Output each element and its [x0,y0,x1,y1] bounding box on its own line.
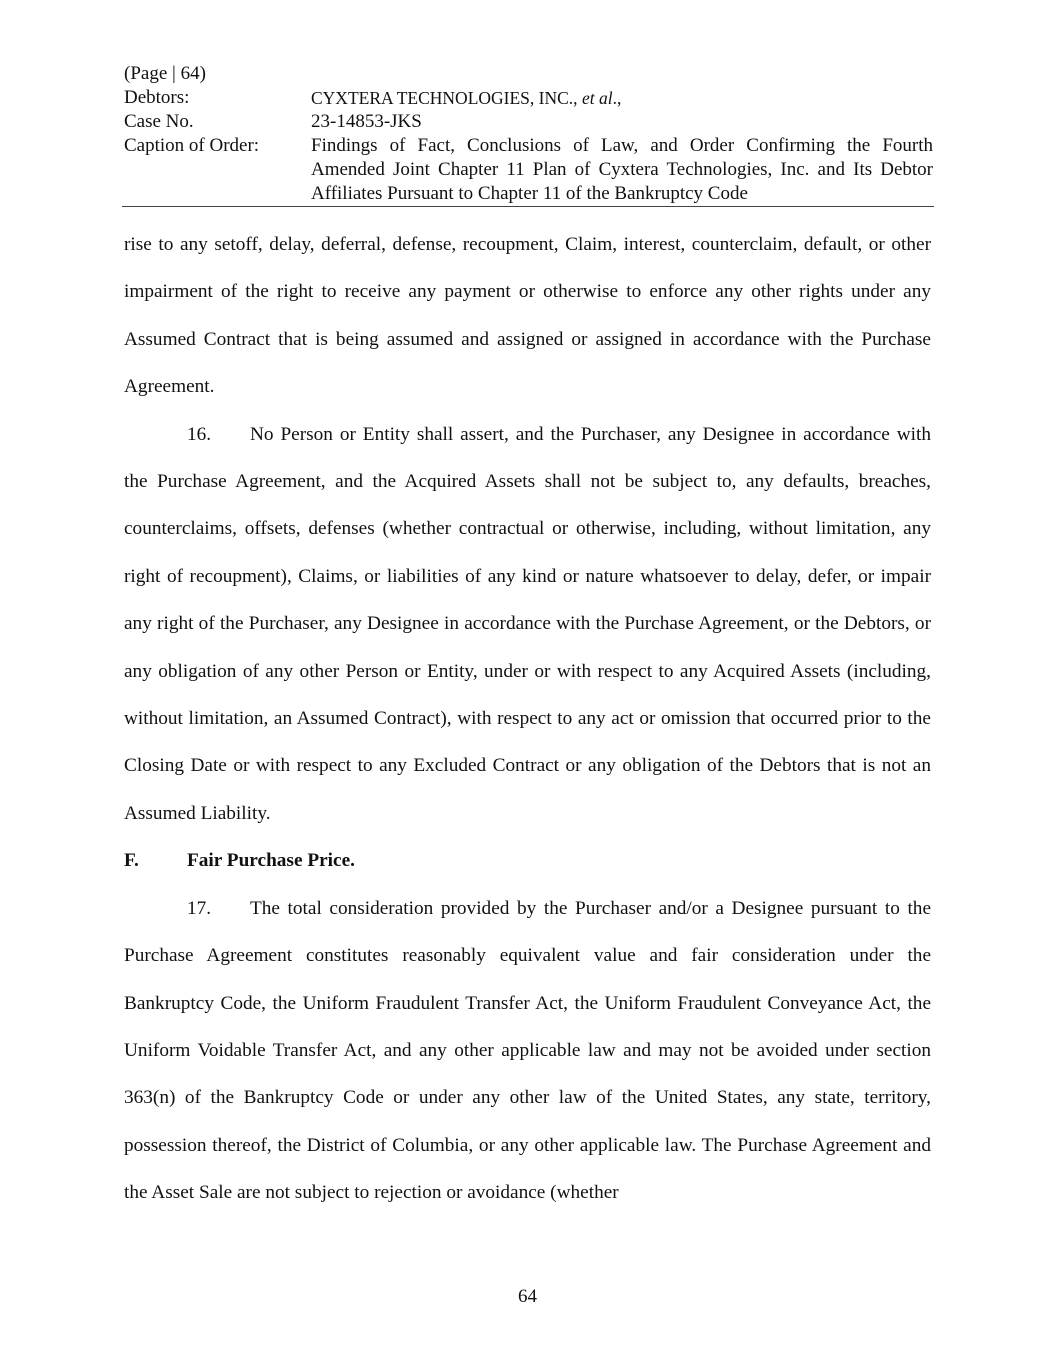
debtors-value: CYXTERA TECHNOLOGIES, INC., et al., [311,88,622,108]
section-heading-f [124,837,931,884]
continuation-paragraph: rise to any setoff, delay, deferral, defense, recoupment, Claim, interest, counterclaim, default, or other impairment of the right to receive any payment or otherwise to enforce any other rights under any Assumed Contract that is being assumed and assigned or assigned in accordance with the Purchase Agreement. [124,234,931,398]
case-number-label: Case No. [124,111,194,132]
case-caption-header [124,62,933,206]
paragraph-number: 17. [187,897,212,919]
case-number-value: 23-14853-JKS [311,111,422,132]
case-number-row [124,110,933,134]
paragraph-text: The total consideration provided by the Purchaser and/or a Designee pursuant to the Purchase Agreement constitutes reasonably equivalent value and fair consideration under the Bankruptcy Code, the Uniform Fraudulent Transfer Act, the Uniform Fraudulent Conveyance Act, the Uniform Voidable Transfer Act, and any other applicable law and may not be avoided under section 363(n) of the Bankruptcy Code or under any other law of the United States, any state, territory, possession thereof, the District of Columbia, or any other applicable law. The Purchase Agreement and the Asset Sale are not subject to rejection or avoidance (whether [124,897,931,1204]
paragraph-16 [124,411,931,838]
header-divider [122,206,934,207]
document-body [124,221,931,1217]
paragraph-number: 16. [187,423,212,445]
section-title: Fair Purchase Price. [187,850,355,872]
page-number: 64 [518,1286,537,1307]
paragraph-text: No Person or Entity shall assert, and the Purchaser, any Designee in accordance with the Purchase Agreement, and the Acquired Assets shall not be subject to, any defaults, breaches, counterclaims, offsets, defenses (whether contractual or otherwise, including, without limitation, any right of recoupment), Claims, or liabilities of any kind or nature whatsoever to delay, defer, or impair any right of the Purchaser, any Designee in accordance with the Purchase Agreement, or the Debtors, or any obligation of any other Person or Entity, under or with respect to any Acquired Assets (including, without limitation, an Assumed Contract), with respect to any act or omission that occurred prior to the Closing Date or with respect to any Excluded Contract or any obligation of the Debtors that is not an Assumed Liability. [124,423,931,824]
paragraph-17 [124,885,931,1217]
debtors-row [124,86,933,110]
caption-value: Findings of Fact, Conclusions of Law, and Order Confirming the Fourth Amended Joint Chapter 11 Plan of Cyxtera Technologies, Inc. and Its Debtor Affiliates Pursuant to Chapter 11 of the Bankruptcy Code [311,135,933,204]
section-letter: F. [124,850,139,872]
caption-label: Caption of Order: [124,135,260,156]
page-reference: (Page | 64) [124,63,206,84]
caption-row [124,134,933,206]
debtors-label: Debtors: [124,87,190,108]
